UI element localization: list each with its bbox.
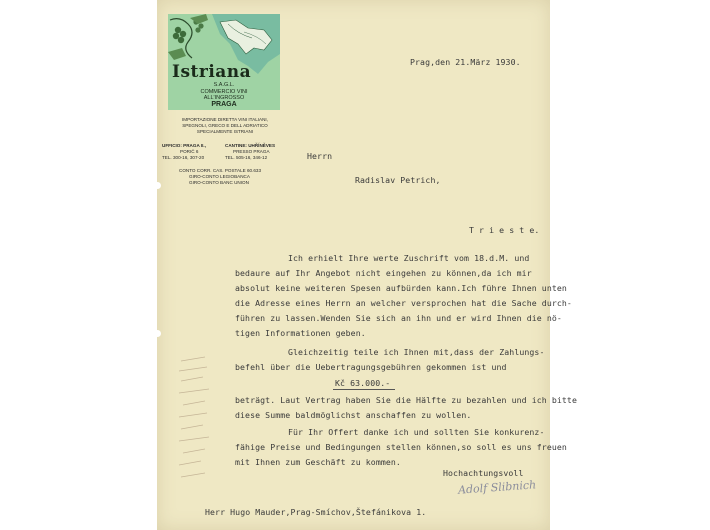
footer-contact: Herr Hugo Mauder,Prag-Smíchov,Štefánikova 1. <box>205 507 427 517</box>
office-phone: TEL. 300-16, 307-20 <box>162 155 205 160</box>
para1-line: bedaure auf Ihr Angebot nicht eingehen zu können,da ich mir <box>235 268 532 278</box>
pencil-margin-note <box>175 355 215 505</box>
office-address <box>162 143 206 161</box>
letterhead-logo <box>168 14 280 110</box>
para4-line: Für Ihr Offert danke ich und sollten Sie konkurenz- <box>288 427 545 437</box>
para1-line: Ich erhielt Ihre werte Zuschrift vom 18.d.M. und <box>288 253 530 263</box>
brand-name: Istriana <box>172 62 252 82</box>
para4-line: fähige Preise und Bedingungen stellen können,so soll es uns freuen <box>235 442 567 452</box>
import-line: SPECIALMENTE ISTRIANI <box>196 129 254 134</box>
amount: Kč 63.000.- <box>335 378 391 388</box>
cellar-address <box>225 143 275 161</box>
para3-line: beträgt. Laut Vertrag haben Sie die Hälfte zu bezahlen und ich bitte <box>235 395 577 405</box>
para2-line: befehl über die Uebertragungsgebühren gekommen ist und <box>235 362 507 372</box>
para4-line: mit Ihnen zum Geschäft zu kommen. <box>235 457 401 467</box>
company-type: S.A.G.L. <box>213 82 235 88</box>
bank-line: CONTO CORR. CAS. POSTALE 60.633 <box>179 168 262 173</box>
closing: Hochachtungsvoll <box>443 468 524 478</box>
cellar-location: PRESSO PRAGA <box>233 149 270 154</box>
company-city: PRAGA <box>211 101 237 108</box>
para1-line: absolut keine weiteren Spesen aufbürden kann.Ich führe Ihnen unten <box>235 283 567 293</box>
import-info <box>175 117 275 135</box>
recipient-name: Radislav Petrich, <box>355 175 441 185</box>
para1-line: führen zu lassen.Wenden Sie sich an ihn und er wird Ihnen die nö- <box>235 313 562 323</box>
para3-line: diese Summe baldmöglichst anschaffen zu wollen. <box>235 410 472 420</box>
letter-paper <box>157 0 577 530</box>
para1-line: tigen Informationen geben. <box>235 328 366 338</box>
punch-hole <box>154 182 161 189</box>
office-street: PORIČ 6 <box>180 149 199 154</box>
office-label: UFFICIO: PRAGA II., <box>162 143 206 148</box>
letter-date: Prag,den 21.März 1930. <box>410 57 521 67</box>
para2-line: Gleichzeitig teile ich Ihnen mit,dass der Zahlungs- <box>288 347 545 357</box>
import-line: SPEGNOLI, GRECO E DELL ADRIATICO <box>182 123 268 128</box>
bank-line: GIRO-CONTO LEGIOBANCA <box>189 174 250 179</box>
business-line-1: COMMERCIO VINI <box>200 89 248 95</box>
cellar-phone: TEL. 505-16, 346-12 <box>225 155 268 160</box>
business-line-2: ALL'INGROSSO <box>203 95 245 101</box>
punch-hole <box>154 330 161 337</box>
bank-line: GIRO-CONTO BANC UNION <box>189 180 249 185</box>
para1-line: die Adresse eines Herrn an welcher versprochen hat die Sache durch- <box>235 298 572 308</box>
amount-underline <box>333 389 395 390</box>
cellar-label: CANTINE: UHŘÍNĚVES <box>225 143 276 148</box>
recipient-place: T r i e s t e. <box>469 225 540 235</box>
bank-accounts <box>179 168 261 186</box>
salutation: Herrn <box>307 151 333 161</box>
signature: Adolf Slibnich <box>457 478 537 497</box>
import-line: IMPORTAZIONE DIRETTA VINI ITALIANI, <box>182 117 268 122</box>
